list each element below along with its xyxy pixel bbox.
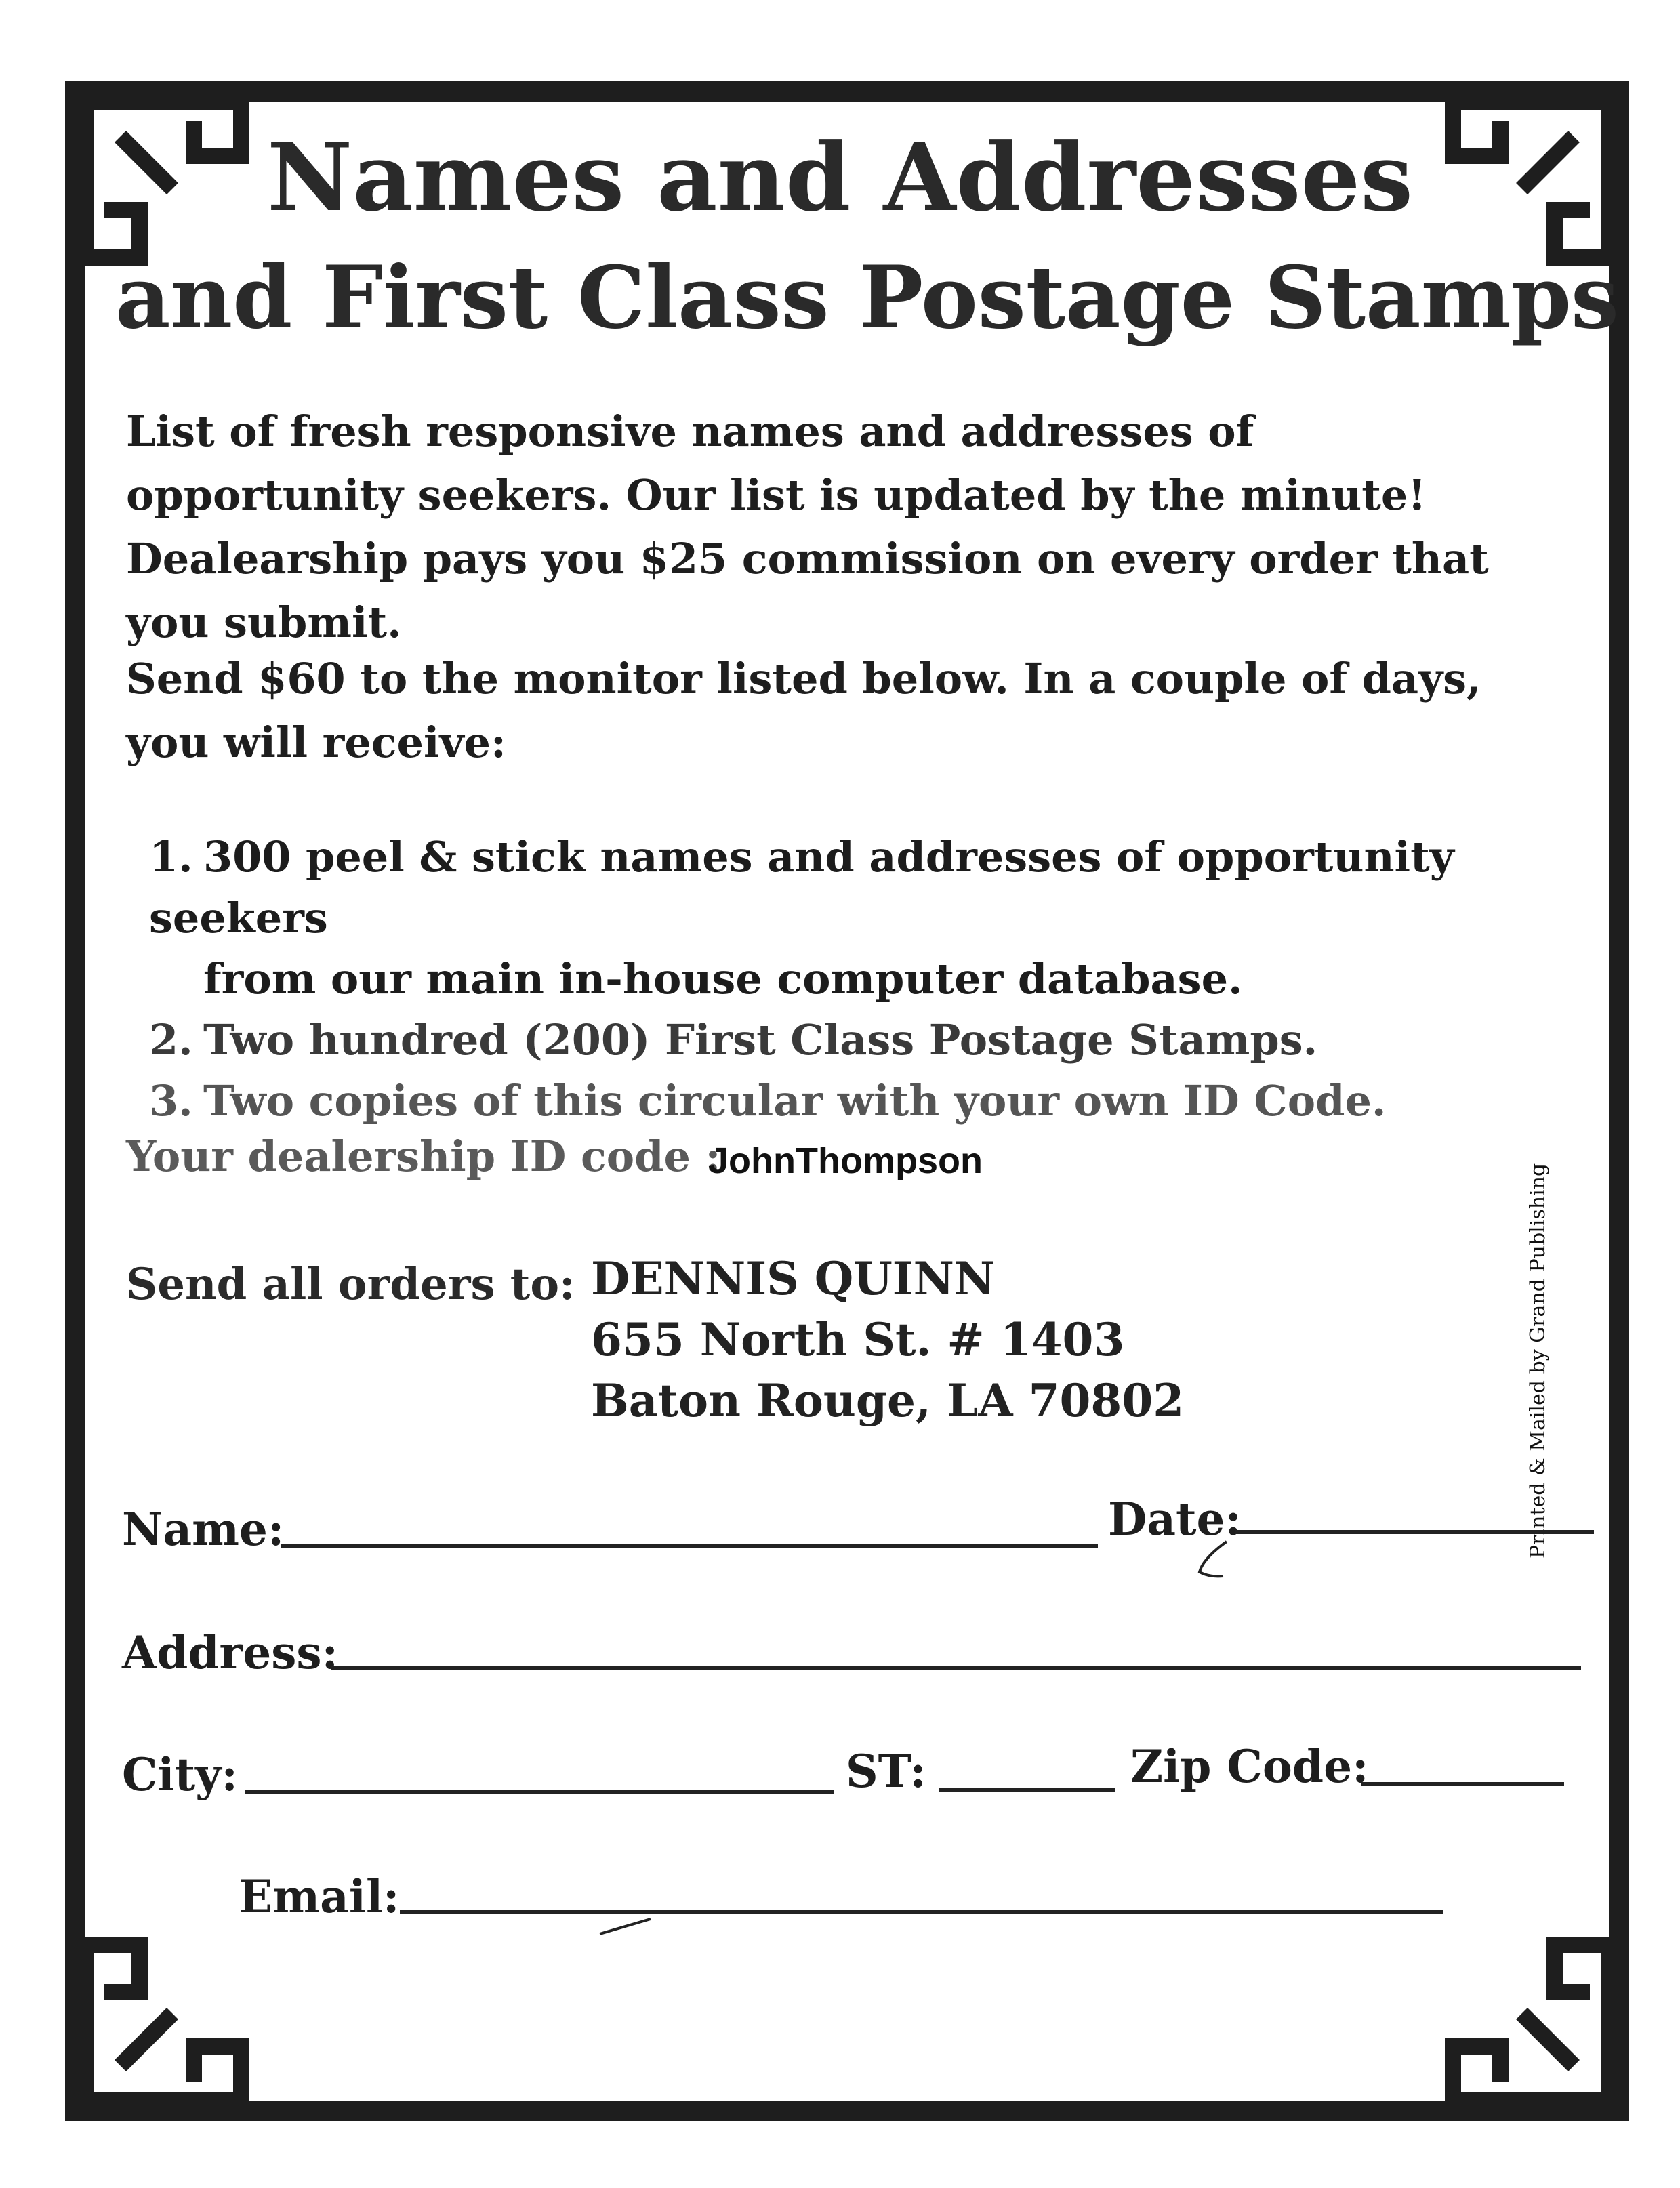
send-orders-label: Send all orders to:	[126, 1259, 575, 1310]
list-item	[149, 1010, 1532, 1071]
pen-mark	[596, 1912, 657, 1939]
email-field[interactable]	[400, 1910, 1443, 1914]
recipient-name: DENNIS QUINN	[591, 1252, 996, 1305]
address-field[interactable]	[331, 1666, 1581, 1670]
list-item-number: 1.	[149, 832, 193, 882]
state-field[interactable]	[939, 1788, 1115, 1792]
city-label: City:	[122, 1748, 238, 1801]
list-item-text: Two hundred (200) First Class Postage Stamps.	[203, 1015, 1318, 1065]
corner-ornament-bottom-left	[65, 1918, 268, 2121]
dealership-id-label: Your dealership ID code :	[126, 1132, 721, 1181]
date-label: Date:	[1108, 1493, 1242, 1546]
state-label: ST:	[846, 1745, 926, 1798]
title-line-2: and First Class Postage Stamps	[115, 247, 1619, 348]
mailing-address	[591, 1248, 1184, 1431]
list-item-text: 300 peel & stick names and addresses of opportunity seekers	[149, 832, 1454, 943]
address-label: Address:	[122, 1626, 338, 1679]
zip-code-field[interactable]	[1361, 1782, 1564, 1786]
list-item-text: Two copies of this circular with your own ID Code.	[203, 1076, 1387, 1126]
corner-ornament-bottom-right	[1426, 1918, 1629, 2121]
pen-mark	[1189, 1538, 1244, 1586]
list-item	[149, 827, 1532, 1010]
email-label: Email:	[239, 1870, 400, 1923]
intro-paragraph: List of fresh responsive names and addresses of opportunity seekers. Our list is updated by the minute! Dealearship pays you $25 commission on every order that you submit.	[126, 407, 1489, 647]
title-line-1: Names and Addresses	[267, 122, 1413, 232]
list-item-number: 2.	[149, 1015, 193, 1065]
dealership-id-value: JohnThompson	[708, 1140, 983, 1181]
city-field[interactable]	[245, 1790, 834, 1794]
printer-credit: Printed & Mailed by Grand Publishing	[1526, 1163, 1550, 1559]
recipient-city-state-zip: Baton Rouge, LA 70802	[591, 1374, 1185, 1427]
benefits-list	[149, 827, 1532, 1132]
instruction-paragraph: Send $60 to the monitor listed below. In a couple of days, you will receive:	[126, 654, 1481, 767]
zip-code-label: Zip Code:	[1130, 1740, 1369, 1793]
list-item-text-continued: from our main in-house computer database.	[203, 954, 1243, 1004]
list-item	[149, 1071, 1532, 1132]
recipient-street: 655 North St. # 1403	[591, 1313, 1125, 1366]
name-label: Name:	[122, 1503, 285, 1556]
list-item-number: 3.	[149, 1076, 193, 1126]
date-field[interactable]	[1235, 1530, 1594, 1534]
name-field[interactable]	[281, 1544, 1098, 1548]
